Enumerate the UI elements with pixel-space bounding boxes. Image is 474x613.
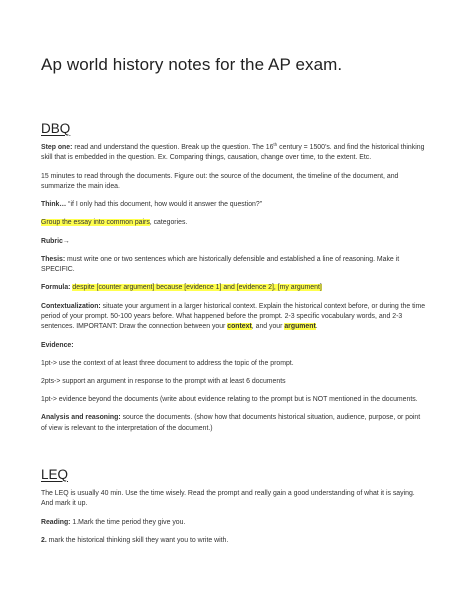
- formula-paragraph: [41, 283, 426, 293]
- contextualization-text-a: situate your argument in a larger historical context. Explain the historical context before, or during the time period of your prompt. 50-100 years before. What happened before the prompt. 2-3 specific vocabulary words, and 2-3 sentences. IMPORTANT: Draw the connection between your: [41, 302, 426, 331]
- rubric-paragraph: [41, 237, 426, 247]
- evidence-label: Evidence:: [41, 341, 74, 349]
- context-highlight: context: [227, 323, 252, 331]
- thesis-label: Thesis:: [41, 255, 66, 263]
- step-one-superscript: th: [273, 142, 278, 147]
- contextualization-paragraph: [41, 302, 426, 333]
- group-highlight: Group the essay into common pairs: [41, 219, 150, 227]
- group-paragraph: [41, 218, 426, 228]
- step-two-label: 2.: [41, 536, 47, 544]
- contextualization-label: Contextualization:: [41, 302, 101, 310]
- step-one-text-b: century = 1500’s. and find the historical thinking skill that is embedded in the question. Ex. Comparing things, causation, change over time, to the extent. Etc.: [41, 144, 425, 162]
- document-title: Ap world history notes for the AP exam.: [41, 55, 343, 74]
- leq-heading: LEQ: [41, 467, 69, 482]
- reading-label: Reading:: [41, 518, 71, 526]
- rubric-label: Rubric: [41, 237, 63, 245]
- think-text: “if I only had this document, how would it answer the question?”: [66, 201, 262, 209]
- contextualization-text-c: .: [315, 323, 318, 331]
- step-one-text-a: read and understand the question. Break up the question. The 16: [72, 144, 274, 151]
- right-arrow-icon: →: [62, 237, 70, 245]
- dbq-heading: DBQ: [41, 121, 71, 136]
- think-paragraph: [41, 200, 426, 210]
- formula-text: despite [counter argument] because [evidence 1] and [evidence 2], [my argument]: [72, 284, 322, 292]
- argument-highlight: argument: [284, 323, 316, 331]
- thesis-paragraph: [41, 255, 426, 276]
- leq-section: [41, 489, 426, 554]
- step-two-paragraph: [41, 536, 426, 546]
- step-two-text: mark the historical thinking skill they want you to write with.: [46, 536, 229, 544]
- leq-intro-paragraph: The LEQ is usually 40 min. Use the time wisely. Read the prompt and really gain a good understanding of what it is saying. And mark it up.: [41, 490, 415, 508]
- dbq-section: [41, 143, 426, 442]
- fifteen-minutes-paragraph: 15 minutes to read through the documents. Figure out: the source of the document, the timeline of the document, and summarize the main idea.: [41, 172, 399, 191]
- evidence-item: 2pts-> support an argument in response to the prompt with at least 6 documents: [41, 378, 286, 386]
- group-rest: , categories.: [149, 219, 188, 227]
- evidence-item: 1pt-> evidence beyond the documents (write about evidence relating to the prompt but is NOT mentioned in the documents.: [41, 396, 418, 404]
- formula-label: Formula:: [41, 284, 71, 292]
- think-label: Think…: [41, 201, 67, 209]
- analysis-text: source the documents. (show how that documents historical situation, audience, purpose, or point of view is relevant to the interpretation of the document.): [41, 414, 421, 432]
- contextualization-text-b: , and your: [251, 323, 285, 331]
- evidence-item: 1pt-> use the context of at least three document to address the topic of the prompt.: [41, 359, 294, 367]
- step-one-paragraph: [41, 143, 426, 164]
- analysis-paragraph: [41, 413, 426, 434]
- thesis-text: must write one or two sentences which are historically defensible and established a line of reasoning. Make it SPECIFIC.: [41, 255, 400, 274]
- analysis-label: Analysis and reasoning:: [41, 414, 121, 422]
- step-one-label: Step one:: [41, 144, 73, 151]
- reading-paragraph: [41, 518, 426, 528]
- reading-text: 1.Mark the time period they give you.: [70, 518, 186, 526]
